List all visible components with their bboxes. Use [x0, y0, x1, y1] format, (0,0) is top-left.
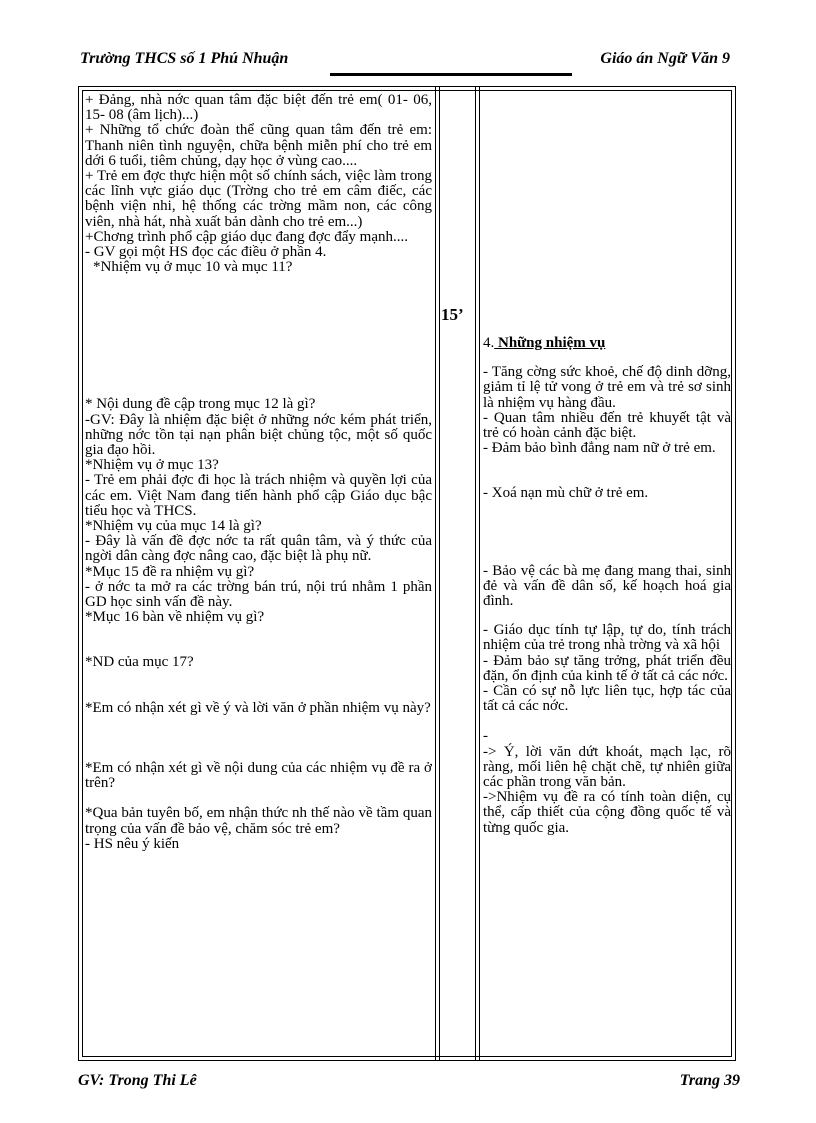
section-title	[483, 336, 731, 351]
subject-title: Giáo án Ngữ Văn 9	[600, 50, 730, 67]
paragraph: - Tăng cờng sức khoẻ, chế độ dinh dỡng, giảm tỉ lệ tử vong ở trẻ em và trẻ sơ sinh là nhiệm vụ hàng đầu.	[483, 364, 731, 411]
paragraph: - Đây là vấn đề đợc nớc ta rất quân tâm, và ý thức của ngời dân càng đợc nâng cao, đặc biệt là phụ nữ.	[85, 533, 432, 565]
paragraph: - Đảm bảo sự tăng trởng, phát triển đều đặn, ổn định của kinh tế ở tất cả các nớc.	[483, 652, 731, 684]
paragraph: *Nhiệm vụ ở mục 10 và mục 11?	[93, 259, 293, 276]
paragraph: - Trẻ em phải đợc đi học là trách nhiệm và quyền lợi của các em. Việt Nam đang tiến hành phổ cập Giáo dục bậc tiểu học và THCS.	[85, 472, 432, 519]
lesson-table	[78, 86, 736, 1061]
paragraph: *Em có nhận xét gì về nội dung của các nhiệm vụ đề ra ở trên?	[85, 759, 432, 792]
paragraph: *Nhiệm vụ của mục 14 là gì?	[85, 518, 262, 535]
teacher-student-activities	[85, 93, 432, 852]
header-rule	[330, 73, 572, 76]
paragraph: *Mục 15 đề ra nhiệm vụ gì?	[85, 563, 255, 580]
paragraph: ->Nhiệm vụ đề ra có tính toàn diện, cụ thể, cấp thiết của cộng đồng quốc tế và từng quốc gia.	[483, 789, 731, 836]
paragraph: - Quan tâm nhiều đến trẻ khuyết tật và trẻ có hoàn cảnh đặc biệt.	[483, 409, 731, 442]
paragraph: *ND của mục 17?	[85, 654, 194, 671]
section-number: 4.	[483, 335, 495, 351]
lesson-content	[483, 93, 731, 836]
paragraph: *Qua bản tuyên bố, em nhận thức nh thế nào về tầm quan trọng của vấn đề bảo vệ, chăm sóc trẻ em?	[85, 805, 432, 837]
page-header	[78, 48, 730, 72]
column-divider	[475, 87, 476, 1060]
paragraph: - Bảo vệ các bà mẹ đang mang thai, sinh đẻ và vấn đề dân số, kế hoạch hoá gia đình.	[483, 562, 731, 610]
paragraph: - GV gọi một HS đọc các điều ở phần 4.	[85, 244, 327, 261]
time-allocation: 15’	[441, 305, 464, 324]
paragraph: - ở nớc ta mở ra các trờng bán trú, nội trú nhằm 1 phần GD học sinh vấn đề này.	[85, 578, 432, 611]
paragraph: *Nhiệm vụ ở mục 13?	[85, 457, 219, 474]
paragraph: * Nội dung đề cập trong mục 12 là gì?	[85, 396, 316, 413]
paragraph: + Trẻ em đợc thực hiện một số chính sách, việc làm trong các lĩnh vực giáo dục (Trờng cho trẻ em câm điếc, các bệnh viện nhi, hệ thống các trờng mầm non, các công viên, nhà hát, nhà xuất bản dành cho trẻ em...)	[85, 168, 432, 230]
teacher-name: GV: Trong Thi Lê	[78, 1072, 197, 1089]
section-heading: Những nhiệm vụ	[494, 335, 606, 351]
column-divider	[435, 87, 436, 1060]
paragraph: -> Ý, lời văn dứt khoát, mạch lạc, rõ ràng, mối liên hệ chặt chẽ, tự nhiên giữa các phần trong văn bản.	[483, 743, 731, 791]
paragraph: - Giáo dục tính tự lập, tự do, tính trách nhiệm của trẻ trong nhà trờng và xã hội	[483, 622, 731, 654]
paragraph: *Mục 16 bàn về nhiệm vụ gì?	[85, 609, 265, 626]
page-footer	[78, 1070, 740, 1092]
page-number: Trang 39	[679, 1072, 740, 1089]
paragraph: *Em có nhận xét gì về ý và lời văn ở phần nhiệm vụ này?	[85, 699, 431, 716]
paragraph: + Đảng, nhà nớc quan tâm đặc biệt đến trẻ em( 01- 06, 15- 08 (âm lịch)...)	[85, 92, 432, 124]
paragraph: - Xoá nạn mù chữ ở trẻ em.	[483, 485, 649, 502]
paragraph: + Những tổ chức đoàn thể cũng quan tâm đến trẻ em: Thanh niên tình nguyện, chữa bệnh miễn phí cho trẻ em dới 6 tuổi, tiêm chủng, dạy học ở vùng cao....	[85, 122, 432, 169]
paragraph: - Cần có sự nỗ lực liên tục, hợp tác của tất cả các nớc.	[483, 683, 731, 715]
paragraph: - HS nêu ý kiến	[85, 835, 180, 852]
paragraph: - Đảm bảo bình đẳng nam nữ ở trẻ em.	[483, 440, 716, 457]
column-divider	[439, 87, 440, 1060]
paragraph: -	[483, 728, 488, 745]
paragraph: +Chơng trình phổ cập giáo dục đang đợc đẩy mạnh....	[85, 228, 409, 245]
school-name: Trường THCS số 1 Phú Nhuận	[80, 50, 289, 67]
column-divider	[479, 87, 480, 1060]
paragraph: -GV: Đây là nhiệm đặc biệt ở những nớc kém phát triển, những nớc tồn tại nạn phân biệt chủng tộc, một số quốc gia đạo hồi.	[85, 411, 432, 459]
